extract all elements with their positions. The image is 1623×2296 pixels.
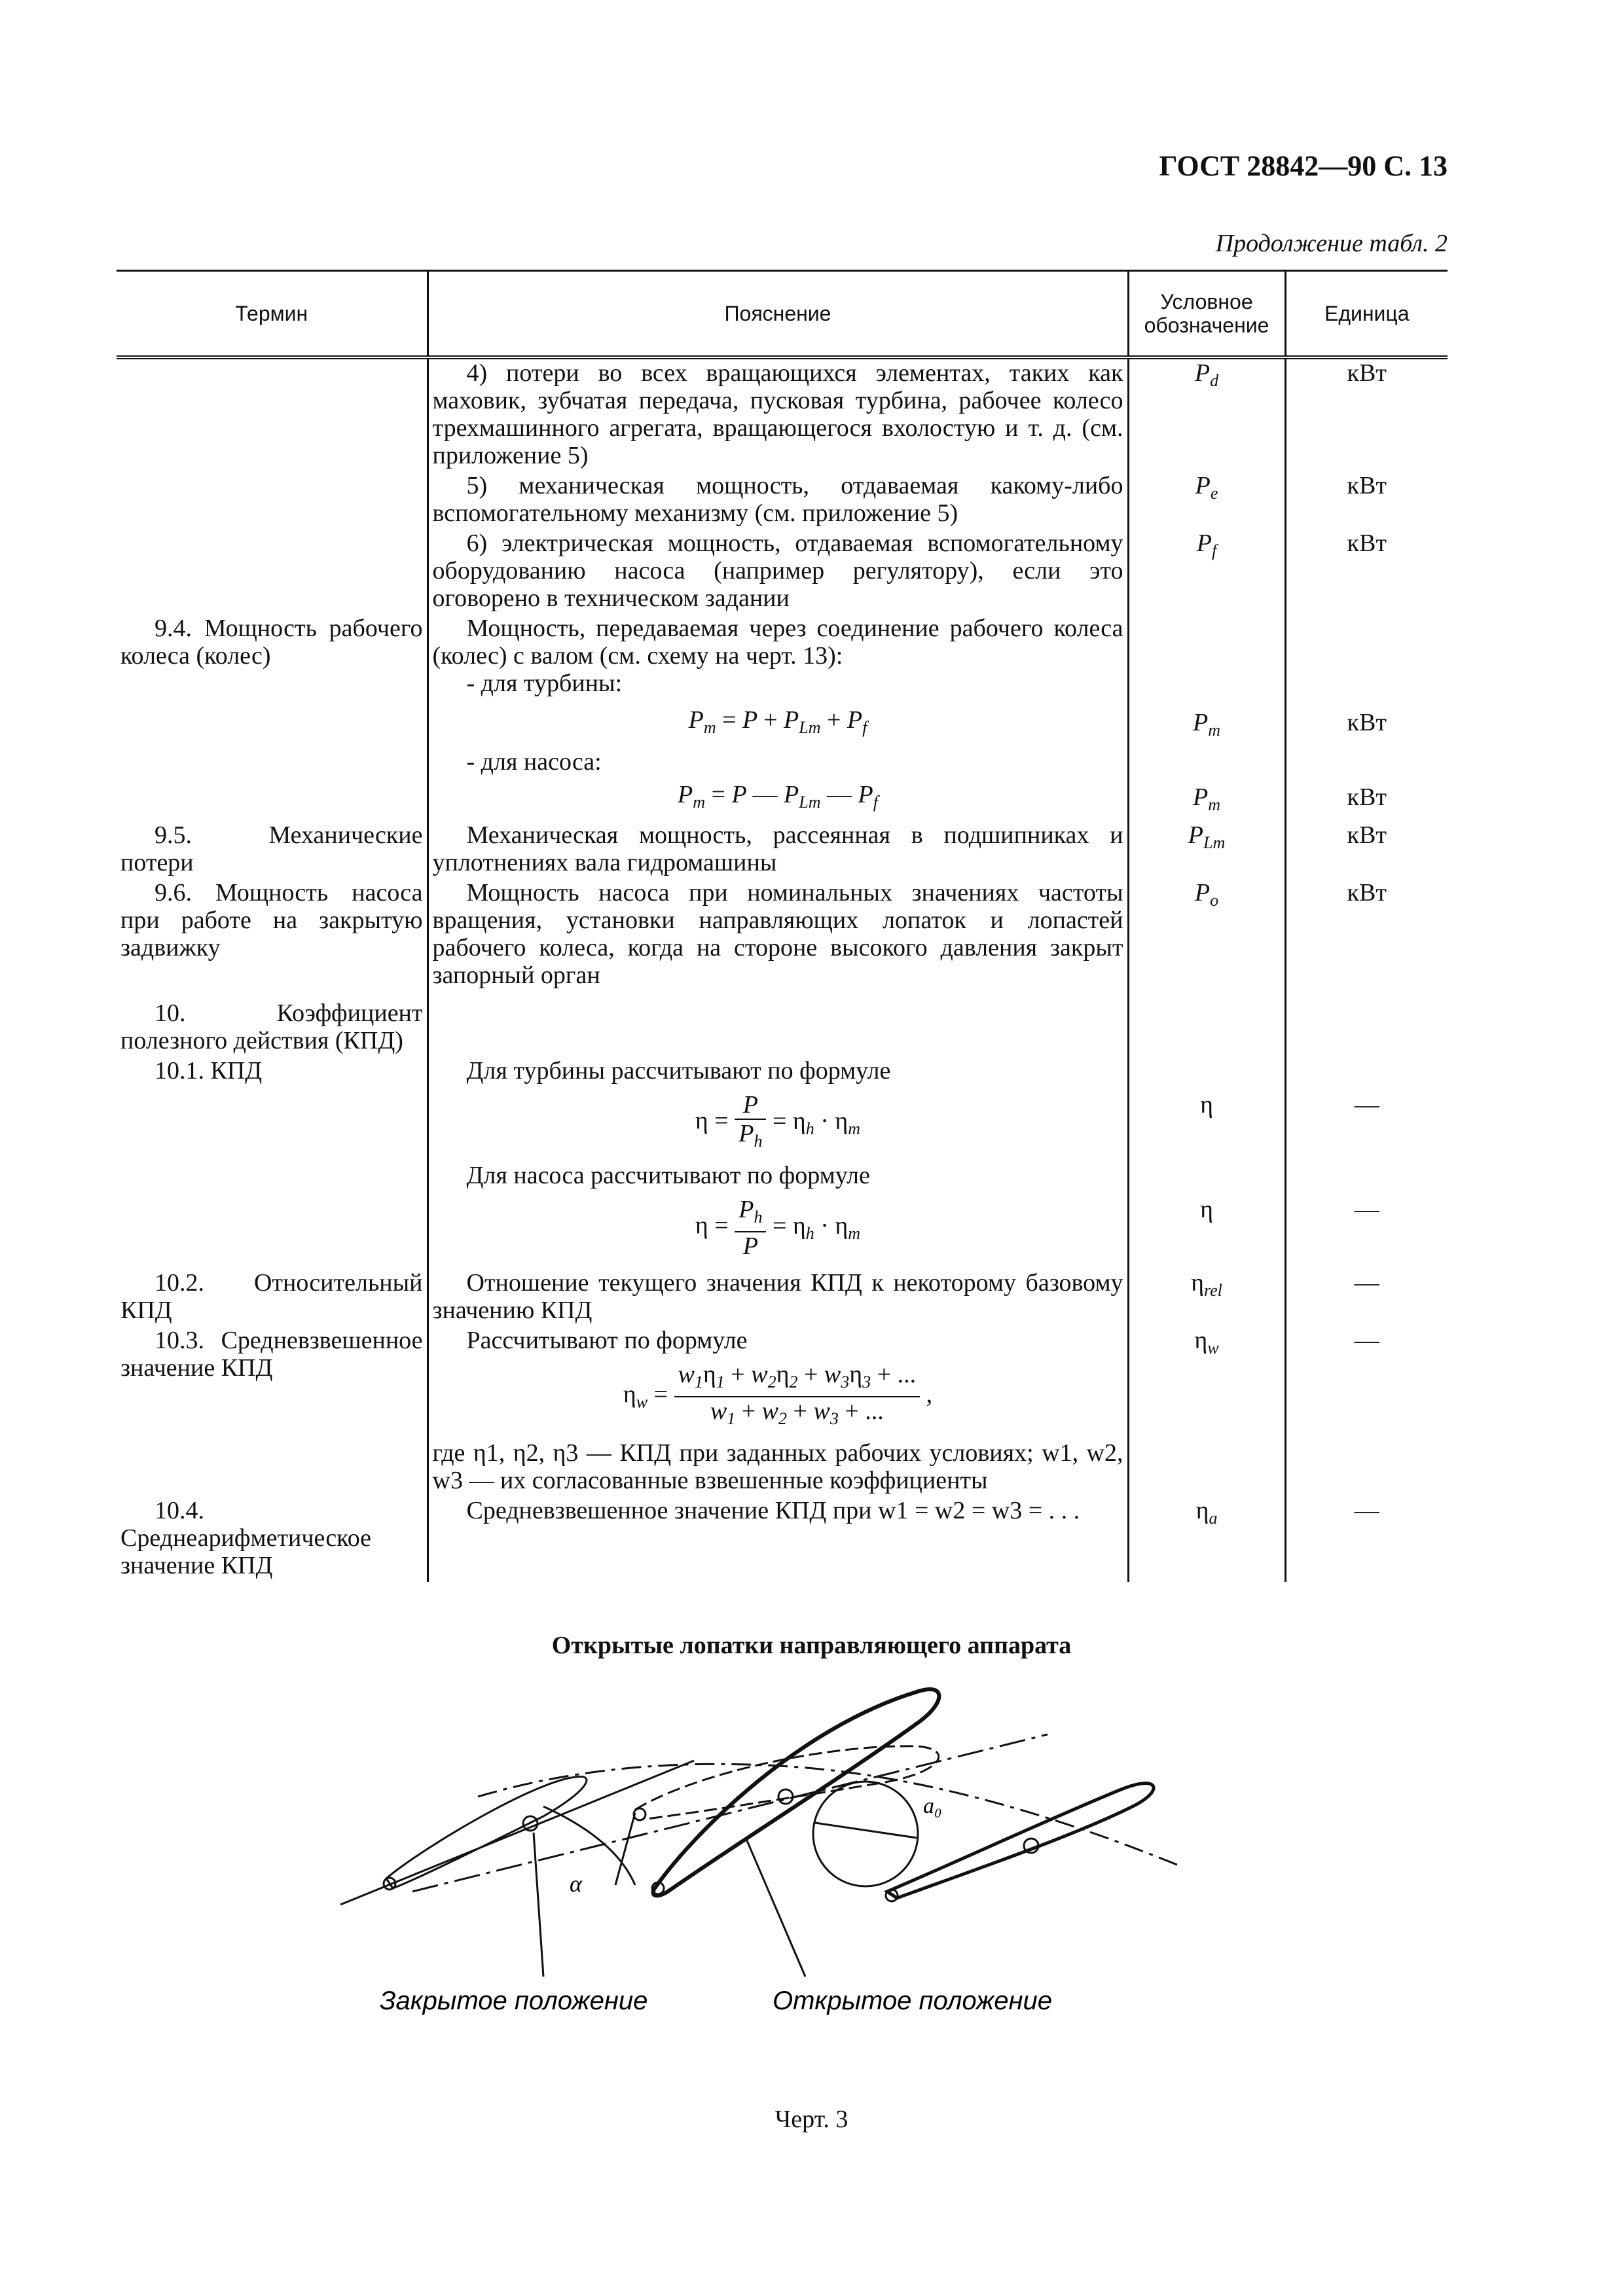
page-header: ГОСТ 28842—90 С. 13 bbox=[1159, 150, 1448, 182]
explanation-text: 5) механическая мощность, отдаваемая какому-либо вспомогательному механизму (см. приложение 5) bbox=[432, 472, 1123, 527]
unit-cell: кВт bbox=[1285, 821, 1448, 879]
table-row bbox=[117, 700, 1448, 778]
unit-cell: кВт bbox=[1285, 357, 1448, 472]
term-cell bbox=[117, 472, 428, 529]
table-row bbox=[117, 1497, 1448, 1582]
term-cell: 10.2. Относительный КПД bbox=[117, 1269, 428, 1327]
table-row bbox=[117, 615, 1448, 700]
explanation-text: Механическая мощность, рассеянная в подшипниках и уплотнениях вала гидромашины bbox=[432, 821, 1123, 876]
alpha-label: α bbox=[570, 1871, 582, 1897]
explanation-cell bbox=[428, 1497, 1128, 1582]
symbol-cell: $P_{Lm}$ bbox=[1128, 821, 1285, 879]
bullet-turbine: - для турбины: bbox=[466, 670, 623, 697]
unit-cell: кВт bbox=[1285, 700, 1448, 778]
vane-pivot bbox=[778, 1789, 793, 1804]
term-cell: 10. Коэффициент полезного действия (КПД) bbox=[117, 992, 428, 1057]
explanation-cell bbox=[428, 615, 1128, 700]
alpha-leader bbox=[615, 1813, 635, 1885]
term-cell: 9.5. Механические потери bbox=[117, 821, 428, 879]
symbol-cell: $P_d$ bbox=[1128, 357, 1285, 472]
unit-cell bbox=[1285, 1057, 1448, 1269]
throat-circle bbox=[813, 1782, 918, 1886]
explanation-cell bbox=[428, 992, 1128, 1057]
explanation-cell bbox=[428, 529, 1128, 615]
a0-dimension-line bbox=[815, 1823, 917, 1838]
col-header-term: Термин bbox=[117, 271, 428, 358]
symbol-cell: $P_o$ bbox=[1128, 879, 1285, 992]
symbol-cell bbox=[1128, 1057, 1285, 1269]
formula-weighted-efficiency: $\eta_w$ = $\frac{w_1\eta_1 + w_2\eta_2 + w_3\eta_3 + ...}{w_1 + w_2 + w_3 + ...}$ , bbox=[623, 1361, 933, 1428]
symbol-cell: $\eta_{rel}$ bbox=[1128, 1269, 1285, 1327]
unit-cell bbox=[1285, 615, 1448, 700]
table-row bbox=[117, 1269, 1448, 1327]
table-row bbox=[117, 992, 1448, 1057]
symbol-cell bbox=[1128, 992, 1285, 1057]
unit-value: — bbox=[1354, 1091, 1379, 1119]
symbol-cell bbox=[1128, 615, 1285, 700]
explanation-text: Мощность насоса при номинальных значениях частоты вращения, установки направляющих лопаток и лопастей рабочего колеса, когда на стороне высокого давления закрыт запорный орган bbox=[432, 879, 1123, 989]
table-header-row bbox=[117, 271, 1448, 358]
table-row bbox=[117, 821, 1448, 879]
unit-cell: кВт bbox=[1285, 529, 1448, 615]
explanation-text: Для турбины рассчитывают по формуле bbox=[466, 1057, 891, 1085]
term-cell bbox=[117, 357, 428, 472]
symbol-cell: $P_m$ bbox=[1128, 700, 1285, 778]
term-cell: 9.4. Мощность рабочего колеса (колес) bbox=[117, 615, 428, 700]
explanation-text: 6) электрическая мощность, отдаваемая вспомогательному оборудованию насоса (например регулятору), если это оговорено в техническом задании bbox=[432, 529, 1123, 612]
formula-turbine-efficiency: η = $\frac{P}{P_h}$ = $\eta_h \cdot \eta_m$ bbox=[695, 1091, 861, 1151]
term-cell: 9.6. Мощность насоса при работе на закрытую задвижку bbox=[117, 879, 428, 992]
a0-label: a₀ bbox=[923, 1794, 942, 1818]
table-row bbox=[117, 1327, 1448, 1497]
symbol-cell: $\eta_w$ bbox=[1128, 1327, 1285, 1497]
explanation-text: Средневзвешенное значение КПД при w1 = w2 = w3 = . . . bbox=[466, 1497, 1080, 1524]
table-continuation-note: Продолжение табл. 2 bbox=[1215, 230, 1448, 257]
explanation-cell bbox=[428, 778, 1128, 821]
unit-cell bbox=[1285, 992, 1448, 1057]
guide-vane-drawing bbox=[327, 1676, 1178, 2081]
explanation-cell bbox=[428, 1057, 1128, 1269]
open-position-label: Открытое положение bbox=[773, 1986, 1053, 2015]
table-row bbox=[117, 357, 1448, 472]
where-note: где η1, η2, η3 — КПД при заданных рабочих условиях; w1, w2, w3 — их согласованные взвешенные коэффициенты bbox=[432, 1439, 1123, 1494]
symbol-cell: $\eta_a$ bbox=[1128, 1497, 1285, 1582]
unit-cell: кВт bbox=[1285, 879, 1448, 992]
explanation-cell bbox=[428, 1327, 1128, 1497]
alpha-arc bbox=[543, 1806, 635, 1885]
chord-line bbox=[340, 1761, 694, 1905]
table-row bbox=[117, 529, 1448, 615]
col-header-explanation: Пояснение bbox=[428, 271, 1128, 358]
closed-leader bbox=[534, 1833, 543, 1977]
symbol-cell: $P_f$ bbox=[1128, 529, 1285, 615]
explanation-text: Для насоса рассчитывают по формуле bbox=[466, 1162, 870, 1189]
explanation-cell bbox=[428, 357, 1128, 472]
col-header-unit: Единица bbox=[1285, 271, 1448, 358]
term-cell: 10.1. КПД bbox=[117, 1057, 428, 1269]
table-row bbox=[117, 879, 1448, 992]
formula-pump-efficiency: η = $\frac{P_h}{P}$ = $\eta_h \cdot \eta_m$ bbox=[695, 1196, 861, 1260]
formula-turbine-power: $P_m = P + P_{Lm} + P_f$ bbox=[688, 706, 867, 737]
unit-cell: — bbox=[1285, 1327, 1448, 1497]
explanation-cell bbox=[428, 700, 1128, 778]
explanation-cell bbox=[428, 821, 1128, 879]
symbol-eta-turbine: η bbox=[1200, 1091, 1213, 1119]
open-leader bbox=[746, 1839, 805, 1977]
explanation-cell bbox=[428, 472, 1128, 529]
col-header-symbol: Условное обозначение bbox=[1128, 271, 1285, 358]
explanation-cell bbox=[428, 879, 1128, 992]
unit-value: — bbox=[1354, 1196, 1379, 1223]
formula-pump-power: $P_m = P$ — $P_{Lm}$ — $P_f$ bbox=[678, 781, 878, 812]
term-cell: 10.4. Среднеарифметическое значение КПД bbox=[117, 1497, 428, 1582]
table-row bbox=[117, 472, 1448, 529]
symbol-cell: $P_e$ bbox=[1128, 472, 1285, 529]
closed-position-label: Закрытое положение bbox=[380, 1986, 648, 2015]
explanation-text: Отношение текущего значения КПД к некоторому базовому значению КПД bbox=[432, 1269, 1123, 1324]
bullet-pump: - для насоса: bbox=[466, 748, 602, 776]
centerline bbox=[412, 1734, 1048, 1892]
table-row bbox=[117, 1057, 1448, 1269]
explanation-cell bbox=[428, 1269, 1128, 1327]
unit-cell: кВт bbox=[1285, 778, 1448, 821]
unit-cell: кВт bbox=[1285, 472, 1448, 529]
term-cell bbox=[117, 529, 428, 615]
symbol-cell: $P_m$ bbox=[1128, 778, 1285, 821]
explanation-text: Рассчитывают по формуле bbox=[466, 1327, 748, 1354]
term-cell bbox=[117, 700, 428, 778]
explanation-text: Мощность, передаваемая через соединение рабочего колеса (колес) с валом (см. схему на черт. 13): bbox=[432, 615, 1123, 670]
term-cell: 10.3. Средневзвешенное значение КПД bbox=[117, 1327, 428, 1497]
symbol-eta-pump: η bbox=[1200, 1196, 1213, 1223]
unit-cell: — bbox=[1285, 1269, 1448, 1327]
terms-table bbox=[117, 270, 1448, 1582]
figure-caption: Черт. 3 bbox=[775, 2106, 848, 2133]
figure-title: Открытые лопатки направляющего аппарата bbox=[551, 1632, 1072, 1659]
table-row bbox=[117, 778, 1448, 821]
term-cell bbox=[117, 778, 428, 821]
unit-cell: — bbox=[1285, 1497, 1448, 1582]
explanation-text: 4) потери во всех вращающихся элементах, таких как маховик, зубчатая передача, пусковая турбина, рабочее колесо трехмашинного агрегата, вращающегося вхолостую и т. д. (см. приложение 5) bbox=[432, 359, 1123, 469]
